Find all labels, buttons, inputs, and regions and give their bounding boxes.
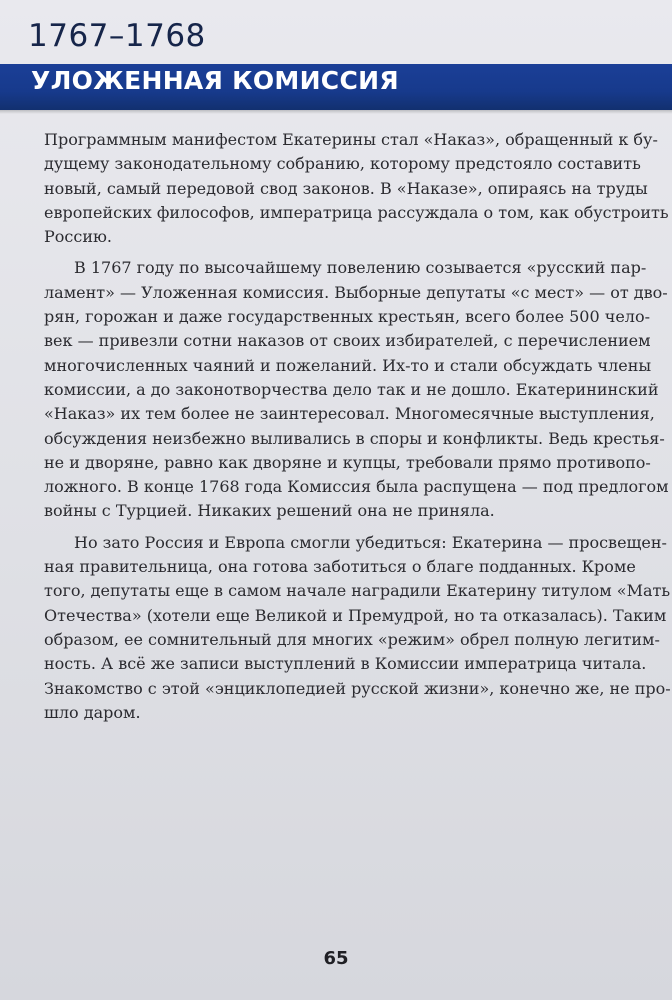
text-line: ламент» — Уложенная комиссия. Выборные депутаты «с мест» — от дво- (44, 282, 668, 302)
page-number: 65 (323, 948, 349, 969)
text-line: образом, ее сомнительный для многих «режим» обрел полную легитим- (44, 629, 660, 649)
body-text (44, 128, 671, 725)
paragraph-3 (44, 531, 671, 725)
text-line: «Наказ» их тем более не заинтересовал. Многомесячные выступления, (44, 404, 655, 424)
text-line: век — привезли сотни наказов от своих избирателей, с перечислением (44, 331, 651, 351)
text-line: В 1767 году по высочайшему повелению созывается «русский пар- (74, 258, 647, 278)
text-line: шло даром. (44, 702, 141, 722)
text-line: Отечества» (хотели еще Великой и Премудрой, но та отказалась). Таким (44, 605, 667, 625)
text-line: комиссии, а до законотворчества дело так и не дошло. Екатерининский (44, 379, 659, 399)
text-line: многочисленных чаяний и пожеланий. Их-то и стали обсуждать члены (44, 355, 652, 375)
text-line: ная правительница, она готова заботиться о благе подданных. Кроме (44, 557, 636, 577)
text-line: того, депутаты еще в самом начале наградили Екатерину титулом «Мать (44, 581, 671, 601)
text-line: Знакомство с этой «энциклопедией русской жизни», конечно же, не про- (44, 678, 671, 698)
text-line: войны с Турцией. Никаких решений она не приняла. (44, 501, 495, 521)
text-line: рян, горожан и даже государственных крестьян, всего более 500 чело- (44, 307, 650, 327)
text-line: новый, самый передовой свод законов. В «Наказе», опираясь на труды (44, 178, 648, 198)
text-line: обсуждения неизбежно выливались в споры и конфликты. Ведь крестья- (44, 428, 665, 448)
text-line: Программным манифестом Екатерины стал «Наказ», обращенный к бу- (44, 130, 658, 149)
text-line: ность. А всё же записи выступлений в Комиссии императрица читала. (44, 654, 647, 674)
text-line: дущему законодательному собранию, которому предстояло составить (44, 154, 641, 174)
text-line: Но зато Россия и Европа смогли убедиться: Екатерина — просвещен- (74, 532, 667, 552)
text-line: Россию. (44, 227, 112, 247)
paragraph-2 (44, 256, 669, 523)
paragraph-spacer (44, 249, 604, 256)
text-line: не и дворяне, равно как дворяне и купцы, требовали прямо противопо- (44, 452, 651, 472)
paragraph-1 (44, 128, 669, 249)
year-range-heading: 1767–1768 (28, 18, 206, 54)
text-line: европейских философов, императрица рассуждала о том, как обустроить (44, 202, 669, 222)
text-line: ложного. В конце 1768 года Комиссия была распущена — под предлогом (44, 477, 669, 497)
chapter-title: УЛОЖЕННАЯ КОМИССИЯ (31, 66, 399, 95)
paragraph-spacer (44, 524, 604, 531)
